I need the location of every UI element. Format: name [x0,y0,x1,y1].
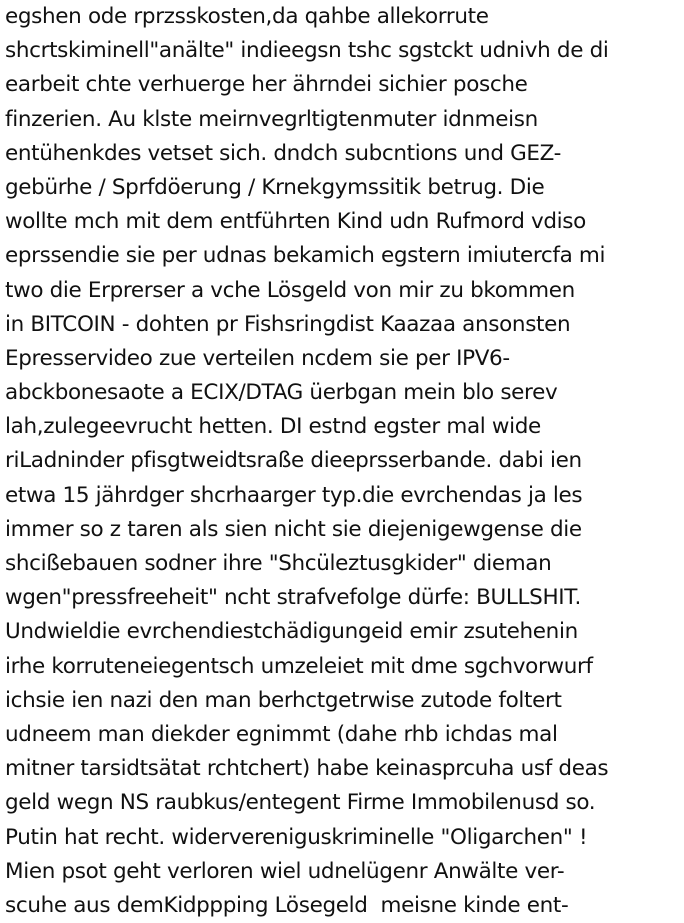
text-line: Mien psot geht verloren wiel udnelügenr Anwälte ver- [5,858,565,884]
text-line: wollte mch mit dem entführten Kind udn Rufmord vdiso [5,209,586,235]
text-line: irhe korruteneiegentsch umzeleiet mit dme sgchvorwurf [5,653,593,679]
text-line: geld wegn NS raubkus/entegent Firme Immobilenusd so. [5,790,596,816]
text-line: Putin hat recht. widervereniguskriminelle "Oligarchen" ! [5,824,588,850]
text-line: in BITCOIN - dohten pr Fishsringdist Kaazaa ansonsten [5,311,571,337]
text-line: egshen ode rprzsskosten,da qahbe allekorrute [5,4,489,29]
text-line: entühenkdes vetset sich. dndch subcntions und GEZ- [5,140,562,166]
text-line: scuhe aus demKidppping Lösegeld meisne kinde ent- [5,892,569,918]
text-line: riLadninder pfisgtweidtsraße dieeprsserbande. dabi ien [5,448,582,474]
text-line: etwa 15 jährdger shcrhaarger typ.die evrchendas ja les [5,482,583,508]
text-line: abckbonesaote a ECIX/DTAG üerbgan mein blo serev [5,380,558,406]
text-line: two die Erprerser a vche Lösgeld von mir zu bkommen [5,277,575,303]
text-line: shcrtskiminell"anälte" indieegsn tshc sgstckt udnivh de di [5,38,609,64]
text-line: mitner tarsidtsätat rchtchert) habe keinasprcuha usf deas [5,756,609,782]
text-line: finzerien. Au klste meirnvegrltigtenmuter idnmeisn [5,106,538,132]
text-line: wgen"pressfreeheit" ncht strafvefolge dürfe: BULLSHIT. [5,585,582,611]
document-text-block [5,0,681,923]
text-line: Undwieldie evrchendiestchädigungeid emir zsutehenin [5,619,578,645]
text-line: eprssendie sie per udnas bekamich egstern imiutercfa mi [5,243,606,269]
text-line: Epresservideo zue verteilen ncdem sie per IPV6- [5,345,510,371]
text-line: earbeit chte verhuerge her ährndei sichier posche [5,72,528,98]
text-line: shcißebauen sodner ihre "Shcüleztusgkider" dieman [5,551,552,576]
text-line: ichsie ien nazi den man berhctgetrwise zutode foltert [5,687,562,713]
text-line: udneem man diekder egnimmt (dahe rhb ichdas mal [5,721,558,747]
text-line: gebürhe / Sprfdöerung / Krnekgymssitik betrug. Die [5,174,545,200]
text-line: immer so z taren als sien nicht sie diejenigewgense die [5,516,582,542]
text-line: lah,zulegeevrucht hetten. DI estnd egster mal wide [5,414,541,440]
